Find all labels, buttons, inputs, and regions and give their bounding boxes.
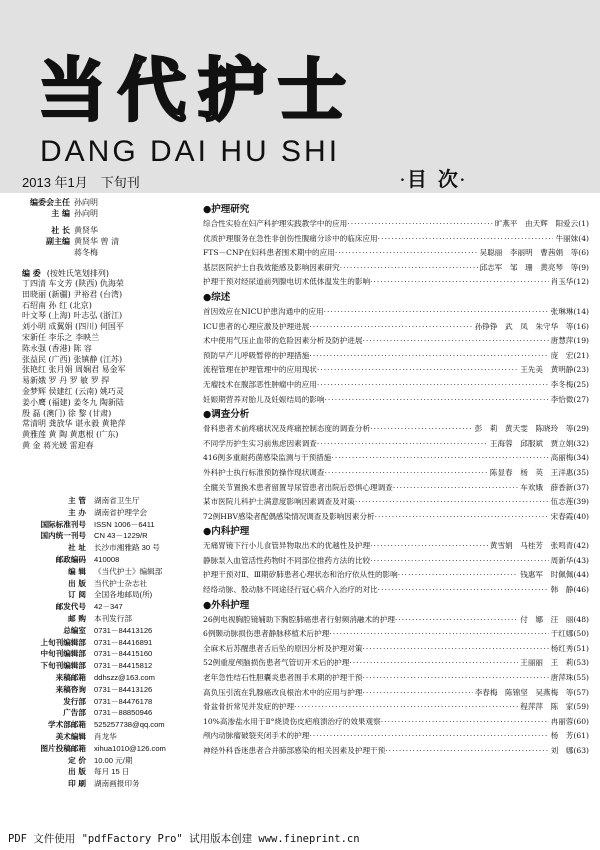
dot-leader — [335, 246, 478, 261]
publication-value: 当代护士杂志社 — [94, 578, 148, 588]
toc-entry-title: 基层医院护士自我效能感及影响因素研究 — [203, 262, 340, 272]
dot-leader — [378, 232, 554, 247]
toc-section-heading — [203, 599, 589, 613]
board-member-line: 宋新任 李乐之 李映兰 — [22, 332, 100, 342]
publication-value: 本刊发行部 — [94, 613, 132, 623]
toc-entry[interactable] — [203, 422, 589, 437]
dot-leader — [294, 700, 518, 715]
toc-section-title: 内科护理 — [211, 526, 250, 538]
toc-entry-authors: 周新华 — [550, 555, 574, 565]
toc-entry[interactable] — [203, 627, 589, 642]
publication-row — [22, 625, 207, 637]
publication-value: 湖南省护理学会 — [94, 507, 148, 517]
toc-entry[interactable] — [203, 437, 589, 452]
editor-role: 社 长 — [51, 226, 70, 235]
publication-value: CN 43－1229/R — [94, 531, 148, 541]
dot-leader — [362, 642, 548, 657]
toc-entry-page: (14) — [573, 306, 589, 316]
toc-section-heading — [203, 203, 589, 217]
editor-row — [22, 225, 202, 236]
publication-label: 国内统一刊号 — [40, 531, 86, 541]
editor-name: 孙向明 — [74, 209, 98, 218]
editor-row — [22, 236, 202, 247]
publication-row — [22, 648, 207, 660]
publication-row — [22, 601, 207, 613]
toc-entry[interactable] — [203, 334, 589, 349]
toc-entry[interactable] — [203, 495, 589, 510]
toc-entry-title: 神经外科昏迷患者合并肺部感染的相关因素及护理干预 — [203, 746, 386, 755]
toc-entry-authors: 杨红秀 — [550, 643, 574, 653]
toc-entry[interactable] — [203, 275, 589, 290]
toc-entry[interactable] — [203, 568, 589, 583]
toc-entry-authors: 高丽梅 — [550, 453, 574, 463]
toc-entry[interactable] — [203, 686, 589, 701]
toc-entry-authors: 宋春霞 — [550, 511, 574, 521]
toc-entry-title: 6例颞动脉损伤患者静脉移植术后护理 — [203, 629, 330, 639]
dot-leader — [378, 583, 549, 598]
toc-entry[interactable] — [203, 217, 589, 232]
publication-row — [22, 613, 207, 625]
toc-entry-title: 流程管理在护理管理中的应用现状 — [203, 365, 317, 375]
editor-role: 主 编 — [51, 209, 70, 218]
toc-entry-page: (51) — [573, 643, 589, 653]
toc-entry-page: (46) — [573, 585, 589, 595]
toc-entry-authors: 李春梅 陈锦坚 吴燕梅 等 — [474, 687, 574, 697]
publication-row — [22, 778, 207, 790]
toc-entry[interactable] — [203, 363, 589, 378]
toc-entry-title: 无痛胃镜下行小儿食管异物取出术的优越性及护理 — [203, 541, 371, 551]
publication-row — [22, 731, 207, 743]
dot-leader — [393, 481, 518, 496]
toc-entry-title: 经络动脉、股动脉不同途径行冠心病介入治疗的对比 — [203, 585, 378, 595]
toc-entry-page: (12) — [573, 277, 589, 287]
publication-value: 0731－84413126 — [94, 625, 153, 635]
toc-section-title: 调查分析 — [211, 409, 250, 421]
publication-label: 定 价 — [68, 755, 86, 765]
toc-entry-authors: 李恰微 — [550, 394, 574, 404]
publication-value: 肖龙华 — [94, 731, 117, 741]
dot-leader — [329, 627, 548, 642]
editor-role: 副主编 — [46, 237, 70, 246]
toc-entry-page: (60) — [573, 716, 589, 726]
board-member-line: 黄雅莲 黄 陶 黄惠根 (广东) — [22, 430, 119, 440]
toc-entry[interactable] — [203, 744, 589, 759]
dot-leader — [395, 613, 518, 628]
board-member-line: 张艳红 张月娟 周娴君 易金军 — [22, 365, 126, 375]
editor-name: 黄贤华 — [74, 226, 98, 235]
publication-label: 中旬刊编辑部 — [40, 649, 86, 659]
toc-entry-authors: 孙铮铮 武 凤 朱守华 等 — [474, 321, 574, 331]
editor-name: 黄贤华 曾 清 — [74, 237, 120, 246]
publication-row — [22, 637, 207, 649]
publication-row — [22, 672, 207, 684]
toc-entry-page: (53) — [573, 658, 589, 668]
publication-row — [22, 495, 207, 507]
editor-name: 孙向明 — [74, 198, 98, 207]
publication-value: 0731－84415160 — [94, 649, 153, 659]
toc-entry-title: 高负压引流在乳腺癌改良根治术中的应用与护理 — [203, 687, 363, 697]
toc-entry-authors: 李冬梅 — [550, 379, 574, 389]
publication-value: 410008 — [94, 554, 120, 564]
dot-leader — [324, 305, 549, 320]
publication-row — [22, 589, 207, 601]
toc-entry[interactable] — [203, 715, 589, 730]
toc-entry[interactable] — [203, 481, 589, 496]
publication-label: 国际标准刊号 — [40, 519, 86, 529]
board-member-line: 叶文琴 (上海) 叶志弘 (浙江) — [22, 311, 123, 321]
toc-entry-title: 优质护理服务在急性非创伤性腹痛分诊中的临床应用 — [203, 233, 378, 243]
toc-entry-authors: 韩 静 — [550, 585, 574, 595]
publication-row — [22, 554, 207, 566]
toc-entry-title: 护理干预对Ⅱ、Ⅲ期矽肺患者心理状态和治疗依从性的影响 — [203, 570, 398, 580]
publication-value: 525257738@qq.com — [94, 720, 165, 730]
publication-value: 0731－88850946 — [94, 708, 153, 718]
dot-leader — [331, 451, 548, 466]
publication-label: 邮发代号 — [55, 602, 86, 612]
bullet-icon: ● — [203, 409, 212, 421]
board-member-line: 田晓丽 (新疆) 尹裕君 (台湾) — [22, 289, 123, 299]
toc-entry-authors: 唐慧萍 — [550, 336, 574, 346]
publication-row — [22, 684, 207, 696]
publication-label: 发行部 — [63, 696, 86, 706]
board-heading — [22, 268, 202, 279]
board-member-line: 常清明 龚放华 谌永毅 黄艳萍 — [22, 419, 126, 429]
toc-entry-title: 全髋关节置换术患者留置导尿管患者出院后恐惧心理调查 — [203, 482, 393, 492]
toc-entry-page: (39) — [573, 497, 589, 507]
toc-entry[interactable] — [203, 642, 589, 657]
dot-leader — [317, 363, 518, 378]
publication-row — [22, 578, 207, 590]
toc-entry-page: (40) — [573, 511, 589, 521]
publication-value: 0731－84416891 — [94, 637, 153, 647]
toc-heading: ·目 次· — [400, 167, 467, 191]
journal-pinyin-title: DANG DAI HU SHI — [40, 135, 341, 168]
dot-leader — [370, 422, 473, 437]
masthead — [0, 0, 600, 193]
publication-value: ddhszz@163.com — [94, 672, 155, 682]
toc-entry-title: FTS－CNP在妇科患者围术期中的应用 — [203, 248, 335, 258]
toc-entry-page: (43) — [573, 555, 589, 565]
toc-entry[interactable] — [203, 671, 589, 686]
toc-entry-page: (50) — [573, 629, 589, 639]
publication-row — [22, 507, 207, 519]
dot-leader — [370, 554, 549, 569]
toc-entry[interactable] — [203, 261, 589, 276]
publication-value: 10.00 元/期 — [94, 755, 133, 765]
toc-entry-authors: 陈显春 杨 英 王洋惠 — [489, 467, 574, 477]
toc-entry-title: 术中使用气压止血带的危险因素分析及防护进展 — [203, 336, 363, 346]
publication-value: 湖南画报印务 — [94, 779, 140, 789]
toc-entry-title: 全麻术后苏醒患者舌后坠的原因分析及护理对策 — [203, 643, 363, 653]
dot-leader — [309, 729, 548, 744]
dot-leader — [370, 539, 488, 554]
toc-entry-authors: 冉丽蓉 — [550, 716, 574, 726]
toc-entry-title: 骨科患者术前疼痛状况及疼痛控制态度的调查分析 — [203, 424, 371, 434]
publication-label: 美术编辑 — [55, 731, 86, 741]
toc-entry-page: (44) — [573, 570, 589, 580]
toc-entry-title: 不同学历护生实习前焦虑因素调查 — [203, 438, 317, 448]
toc-entry[interactable] — [203, 466, 589, 481]
board-member-line: 丁四清 车文芳 (陕西) 仇海荣 — [22, 279, 124, 288]
publication-label: 来稿邮箱 — [55, 672, 86, 682]
toc-entry-authors: 肖玉华 — [550, 277, 574, 287]
publication-label: 出 版 — [68, 767, 86, 777]
toc-entry[interactable] — [203, 393, 589, 408]
publication-row — [22, 719, 207, 731]
toc-entry-page: (61) — [573, 731, 589, 741]
toc-entry-authors: 钱惠军 时佩佩 — [520, 570, 574, 580]
editor-name: 蒋冬梅 — [74, 248, 98, 257]
dot-leader — [370, 275, 549, 290]
publication-row — [22, 542, 207, 554]
toc-section-title: 外科护理 — [211, 599, 250, 611]
toc-entry-authors: 张琳琳 — [550, 306, 574, 316]
publication-label: 学术部邮箱 — [48, 720, 86, 730]
toc-entry-page: (57) — [573, 687, 589, 697]
toc-entry-title: 10%高渗盐水用于Ⅱ°烧烫伤皮疤痕溃治疗的效果观察 — [203, 716, 381, 726]
bullet-icon: ● — [203, 526, 212, 538]
dot-leader — [381, 715, 549, 730]
publication-row — [22, 755, 207, 767]
publication-label: 广告部 — [63, 708, 86, 718]
dot-leader — [355, 495, 549, 510]
publication-label: 上旬刊编辑部 — [40, 637, 86, 647]
board-note: (按姓氏笔划排列) — [46, 269, 110, 278]
toc-entry-authors: 黄雪娟 马桂芳 张鸣青 — [489, 541, 574, 551]
toc-entry-page: (9) — [578, 262, 589, 272]
publication-label: 图片投稿邮箱 — [40, 743, 86, 753]
toc-entry-authors: 付 娜 汪 丽 — [520, 614, 574, 624]
toc-entry-title: 骨盆骨折常见并发症的护理 — [203, 702, 295, 712]
toc-entry[interactable] — [203, 378, 589, 393]
publication-value: 0731－84415812 — [94, 661, 153, 671]
editor-row — [22, 197, 202, 208]
dot-leader — [309, 320, 472, 335]
dot-leader — [349, 656, 518, 671]
dot-leader — [317, 437, 488, 452]
dot-leader — [362, 686, 472, 701]
toc-entry-page: (25) — [573, 379, 589, 389]
toc-entry-authors: 王丽丽 王 莉 — [520, 658, 574, 668]
toc-entry-authors: 杨 芳 — [550, 731, 574, 741]
publication-value: 42－347 — [94, 602, 123, 612]
toc-entry-authors: 牛丽妹 — [555, 233, 579, 243]
bullet-icon: ● — [203, 599, 212, 611]
table-of-contents — [203, 203, 589, 759]
board-member-line: 金梦辉 侯建红 (云南) 姚巧灵 — [22, 386, 124, 396]
toc-section-title: 护理研究 — [211, 204, 250, 215]
toc-entry-title: 预防早产儿呼吸暂停的护理措施 — [203, 350, 310, 360]
toc-section-heading — [203, 408, 589, 422]
publication-label: 编 辑 — [68, 566, 86, 576]
dot-leader — [309, 349, 548, 364]
editor-role: 编委会主任 — [30, 198, 70, 207]
editor-row — [22, 208, 202, 219]
toc-entry-page: (55) — [573, 673, 589, 683]
publication-row — [22, 743, 207, 755]
toc-entry-page: (42) — [573, 541, 589, 551]
toc-entry-title: ICU患者的心理应激及护理进展 — [203, 321, 310, 331]
publication-row — [22, 566, 207, 578]
board-member-line: 易新娥 罗 丹 罗 敏 罗 捍 — [22, 376, 110, 386]
toc-entry-page: (19) — [573, 336, 589, 346]
editor-row — [22, 247, 202, 258]
publication-value: 0731－84476178 — [94, 696, 153, 706]
toc-entry-title: 护理干预对经尿道前列腺电切术低体温发生的影响 — [203, 277, 371, 287]
board-member-line: 殷 磊 (澳门) 徐 黎 (甘肃) — [22, 408, 112, 418]
dot-leader — [362, 671, 548, 686]
dot-leader — [375, 510, 549, 525]
bullet-icon: ● — [203, 291, 212, 303]
toc-entry[interactable] — [203, 700, 589, 715]
publication-value: 0731－84413126 — [94, 684, 153, 694]
publication-row — [22, 530, 207, 542]
toc-entry-title: 妊娠期营养对胎儿及妊娠结局的影响 — [203, 394, 325, 404]
toc-entry-page: (21) — [573, 350, 589, 360]
dot-leader — [325, 393, 549, 408]
toc-entry[interactable] — [203, 729, 589, 744]
toc-entry-title: 72例HBV感染者配偶感染情况调查及影响因素分析 — [203, 511, 375, 521]
toc-entry-authors: 王先美 黄明静 — [520, 365, 574, 375]
board-label: 编 委 — [22, 269, 41, 278]
board-member-line: 石绍南 孙 红 (北京) — [22, 300, 92, 310]
toc-entry-page: (23) — [573, 365, 589, 375]
toc-entry-title: 老年急性结石性胆囊炎患者围手术期的护理干预 — [203, 673, 363, 683]
dot-leader — [325, 466, 488, 481]
toc-entry[interactable] — [203, 510, 589, 525]
toc-entry-title: 综合性实验在妇产科护理实践教学中的应用 — [203, 219, 348, 228]
toc-entry-page: (34) — [573, 453, 589, 463]
toc-entry-title: 26例电视胸腔镜辅助下胸腔肺癌患者行射频消融术的护理 — [203, 614, 395, 624]
toc-entry[interactable] — [203, 613, 589, 628]
board-member-line: 陈永强 (香港) 陈 容 — [22, 343, 92, 353]
toc-entry-authors: 庞 宏 — [550, 350, 574, 360]
toc-entry[interactable] — [203, 246, 589, 261]
publication-label: 主 办 — [68, 507, 86, 517]
toc-entry-authors: 伍志莲 — [550, 497, 574, 507]
issue-date: 2013 年1月 下旬刊 — [22, 175, 140, 190]
toc-entry-authors: 吴聪丽 李丽明 曹茜娟 等 — [479, 248, 579, 258]
dot-leader — [340, 261, 478, 276]
publication-label: 总编室 — [63, 625, 86, 635]
toc-entry-authors: 旷燕平 由天辉 阳爱云 — [494, 219, 579, 228]
toc-section-heading — [203, 291, 589, 305]
toc-entry-authors: 于红娜 — [550, 629, 574, 639]
toc-entry[interactable] — [203, 554, 589, 569]
toc-entry-page: (4) — [578, 233, 589, 243]
toc-entry-authors: 王海蓉 邱服斌 贾立娟 — [489, 438, 574, 448]
toc-entry-page: (16) — [573, 321, 589, 331]
toc-entry[interactable] — [203, 305, 589, 320]
publication-value: 长沙市湘雅路 30 号 — [94, 543, 160, 553]
toc-entry-page: (29) — [573, 424, 589, 434]
publication-info — [22, 495, 207, 790]
toc-entry-page: (1) — [578, 219, 589, 228]
publication-value: 每月 15 日 — [94, 767, 130, 777]
toc-entry-title: 颅内动脉瘤破裂夹闭手术的护理 — [203, 731, 310, 741]
publication-value: 《当代护士》编辑部 — [94, 566, 163, 576]
board-member-line: 黄 金 蒋光媛 雷迎春 — [22, 440, 94, 450]
toc-entry[interactable] — [203, 349, 589, 364]
dot-leader — [347, 217, 492, 232]
toc-section-title: 综述 — [211, 291, 231, 303]
publication-label: 下旬刊编辑部 — [40, 661, 86, 671]
publication-value: 全国各地邮局(所) — [94, 590, 153, 600]
publication-label: 邮 购 — [68, 613, 86, 623]
publication-label: 订 阅 — [68, 590, 86, 600]
toc-entry-page: (63) — [573, 746, 589, 755]
toc-entry-authors: 车欢娥 薛香新 — [520, 482, 574, 492]
toc-entry-page: (32) — [573, 438, 589, 448]
publication-label: 主 管 — [68, 496, 86, 505]
publication-label: 来稿咨询 — [55, 684, 86, 694]
dot-leader — [317, 378, 549, 393]
toc-entry-title: 静脉泵入血管活性药物时不同部位推药方法的比较 — [203, 555, 371, 565]
toc-entry-page: (48) — [573, 614, 589, 624]
board-member-line: 刘小明 成翼娟 (四川) 何国平 — [22, 322, 124, 332]
toc-entry[interactable] — [203, 320, 589, 335]
toc-entry[interactable] — [203, 583, 589, 598]
publication-value: ISSN 1006－6411 — [94, 519, 155, 529]
toc-entry-page: (35) — [573, 467, 589, 477]
toc-heading-text: 目 次 — [406, 167, 460, 191]
toc-entry[interactable] — [203, 451, 589, 466]
publication-row — [22, 660, 207, 672]
publication-value: xihua1010@126.com — [94, 743, 166, 753]
toc-entry-title: 某市医院儿科护士满意度影响因素调查及对策 — [203, 497, 355, 507]
publication-row — [22, 707, 207, 719]
toc-entry-title: 416例多重耐药菌感染监测与干预措施 — [203, 453, 332, 463]
toc-entry[interactable] — [203, 232, 589, 247]
board-member-line: 姜小鹰 (福建) 姜冬九 陶新陆 — [22, 397, 124, 407]
board-member-line: 张益民 (广西) 张镇静 (江苏) — [22, 354, 123, 364]
bullet-icon: ● — [203, 204, 212, 215]
toc-entry-page: (6) — [578, 248, 589, 258]
toc-entry-authors: 程萍萍 陈 家 — [520, 702, 574, 712]
publication-label: 社 址 — [68, 543, 86, 553]
publication-row — [22, 766, 207, 778]
dot-leader — [398, 568, 519, 583]
journal-logo: 当代护士 — [38, 52, 359, 131]
pdf-watermark-footer: PDF 文件使用 "pdfFactory Pro" 试用版本创建 www.fineprint.cn — [8, 833, 360, 845]
toc-entry-title: 无瘤技术在腹部恶性肿瘤中的应用 — [203, 379, 317, 389]
publication-row — [22, 696, 207, 708]
publication-value: 湖南省卫生厅 — [94, 496, 140, 505]
editorial-board — [22, 197, 202, 452]
publication-label: 出 版 — [68, 578, 86, 588]
toc-entry-title: 52例重度颅脑损伤患者气管切开术后的护理 — [203, 658, 350, 668]
toc-entry-authors: 刘 娜 — [550, 746, 574, 755]
toc-entry-title: 首因效应在NICU护患沟通中的应用 — [203, 306, 324, 316]
toc-entry[interactable] — [203, 656, 589, 671]
publication-row — [22, 519, 207, 531]
toc-section-heading — [203, 525, 589, 539]
toc-entry-authors: 彭 莉 黄天雯 陈晓玲 等 — [474, 424, 574, 434]
toc-entry[interactable] — [203, 539, 589, 554]
publication-label: 邮政编码 — [55, 554, 86, 564]
toc-entry-authors: 邱志军 邹 珊 黄亮琴 等 — [479, 262, 579, 272]
dot-leader — [362, 334, 548, 349]
toc-entry-page: (37) — [573, 482, 589, 492]
dot-leader — [385, 744, 548, 759]
publication-label: 印 刷 — [68, 779, 86, 789]
toc-entry-page: (59) — [573, 702, 589, 712]
toc-entry-authors: 唐萍珠 — [550, 673, 574, 683]
toc-entry-title: 外科护士执行标准预防操作现状调查 — [203, 467, 325, 477]
toc-entry-page: (27) — [573, 394, 589, 404]
